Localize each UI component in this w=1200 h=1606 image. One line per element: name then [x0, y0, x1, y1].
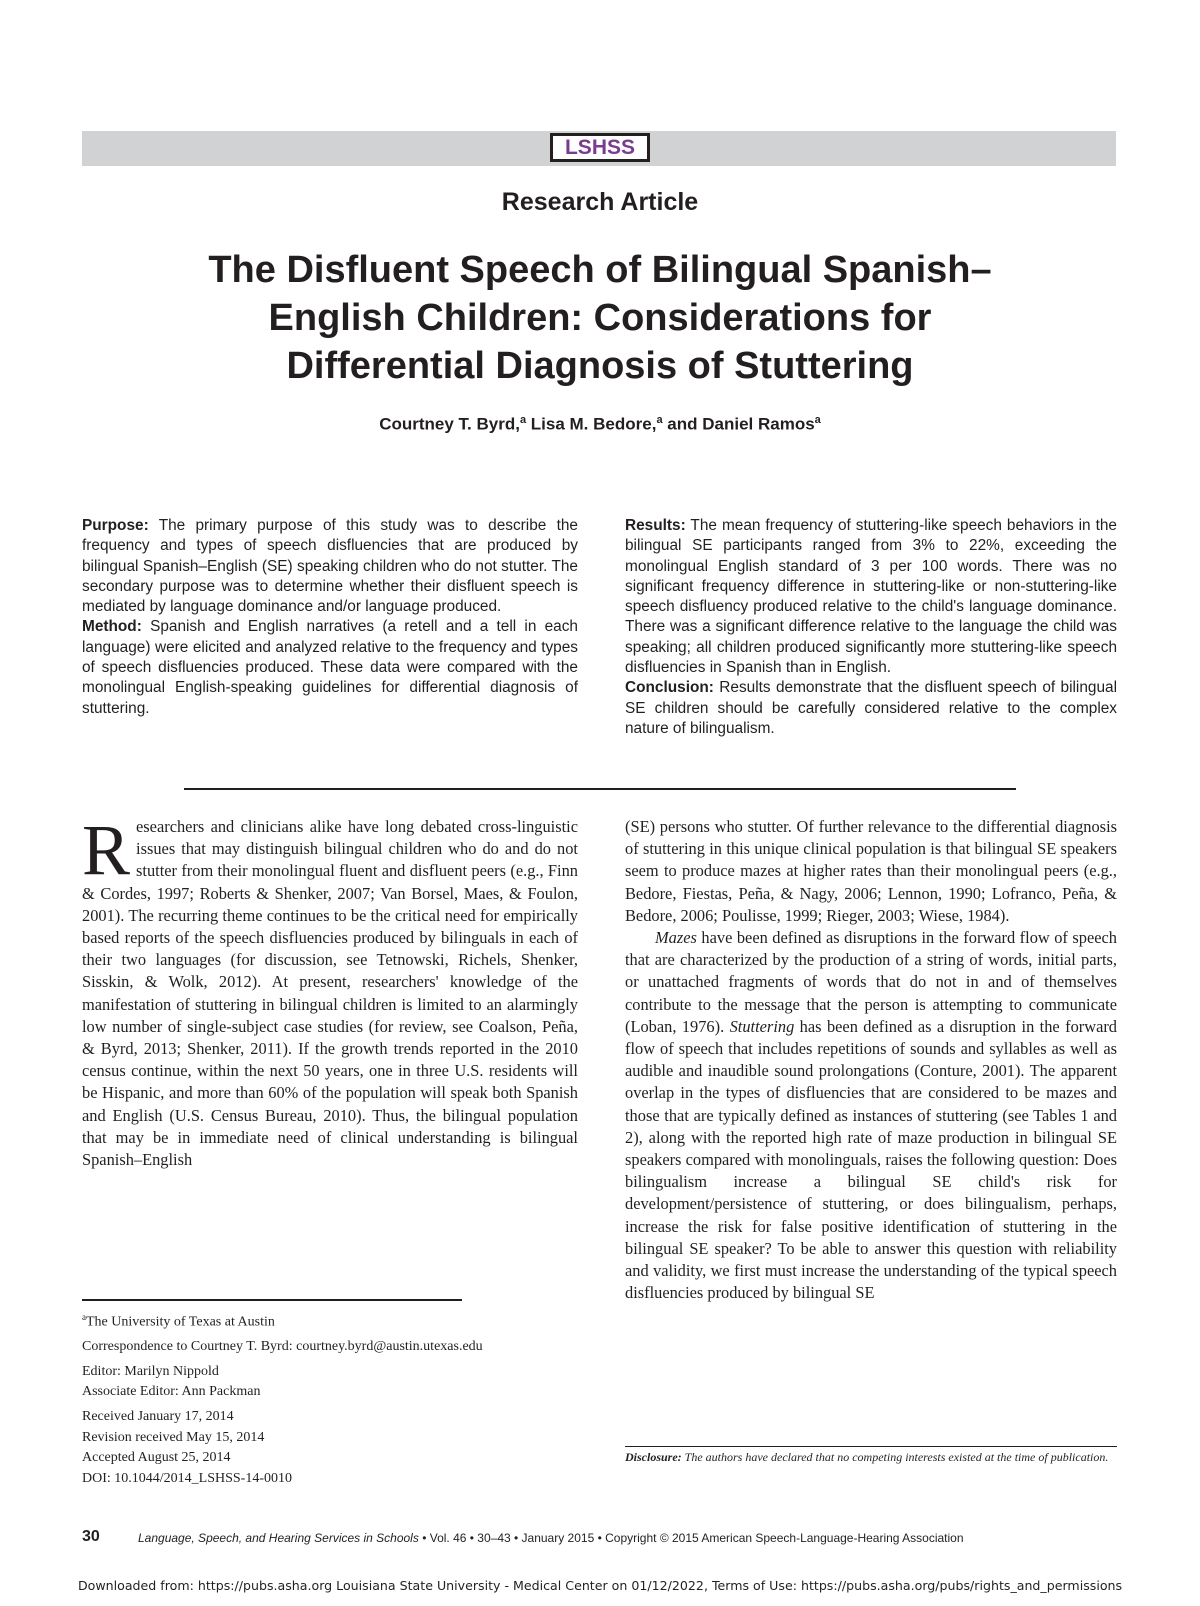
body-text: esearchers and clinicians alike have long debated cross-linguistic issues that may distinguish bilingual children who do and do not stutter from their monolingual fluent and disfluent peers (e.g., Finn & Cordes, 1997; Roberts & Shenker, 2007; Van Borsel, Maes, & Foulon, 2001). The recurring theme continues to be the critical need for empirically based reports of the speech disfluencies produced by bilinguals in each of their two languages (for discussion, see Tetnowski, Richels, Shenker, Sisskin, & Wolk, 2012). At present, researchers' knowledge of the manifestation of stuttering in bilingual children is limited to an alarmingly low number of single-subject case studies (for review, see Coalson, Peña, & Byrd, 2013; Shenker, 2011). If the growth trends reported in the 2010 census continue, within the next 50 years, one in three U.S. residents will be Hispanic, and more than 60% of the population will speak both Spanish and English (U.S. Census Bureau, 2010). Thus, the bilingual population that may be in immediate need of clinical understanding is bilingual Spanish–English	[82, 817, 578, 1170]
purpose-text: The primary purpose of this study was to describe the frequency and types of speech disfluencies that are produced by bilingual Spanish–English (SE) speaking children who do not stutter. The secondary purpose was to determine whether their disfluent speech is mediated by language dominance and/or language produced.	[82, 517, 578, 616]
author-name: Courtney T. Byrd,	[379, 414, 520, 434]
accepted-date: Accepted August 25, 2014	[82, 1450, 231, 1466]
author-affiliation-mark: a	[656, 414, 663, 426]
title-line: The Disfluent Speech of Bilingual Spanish–	[208, 249, 992, 291]
disclosure-label: Disclosure:	[625, 1450, 682, 1464]
author-affiliation-mark: a	[814, 414, 821, 426]
revision-date: Revision received May 15, 2014	[82, 1429, 265, 1445]
body-paragraph	[82, 810, 578, 1171]
correspondence-note: Correspondence to Courtney T. Byrd: courtney.byrd@austin.utexas.edu	[82, 1339, 483, 1355]
body-text: has been defined as a disruption in the forward flow of speech that includes repetitions of sounds and syllables as well as audible and inaudible sound prolongations (Conture, 2001). The apparent overlap in the types of disfluencies that are considered to be mazes and those that are typically defined as instances of stuttering (see Tables 1 and 2), along with the reported high rate of maze production in bilingual SE speakers compared with monolinguals, raises the following question: Does bilingualism increase a bilingual SE child's risk for development/persistence of stuttering, or does bilingualism, perhaps, increase the risk for false positive identification of stuttering in the bilingual SE speaker? To be able to answer this question with reliability and validity, we first must increase the understanding of the typical speech disfluencies produced by bilingual SE	[625, 1016, 1117, 1303]
abstract-left-column	[82, 516, 578, 719]
body-paragraph: (SE) persons who stutter. Of further relevance to the differential diagnosis of stuttering in this unique clinical population is that bilingual SE speakers seem to produce mazes at higher rates than their monolingual peers (e.g., Bedore, Fiestas, Peña, & Nagy, 2006; Lennon, 1990; Lofranco, Peña, & Bedore, 2006; Poulisse, 1999; Rieger, 2003; Wiese, 1984).	[625, 817, 1117, 925]
author-name: and Daniel Ramos	[662, 414, 815, 434]
received-date: Received January 17, 2014	[82, 1409, 234, 1425]
article-type: Research Article	[501, 188, 699, 216]
term-stuttering: Stuttering	[729, 1016, 795, 1036]
disclosure-divider	[625, 1446, 1117, 1447]
abstract-purpose	[82, 516, 578, 617]
disclosure	[625, 1449, 1117, 1466]
abstract-conclusion	[625, 678, 1117, 739]
purpose-label: Purpose:	[82, 517, 149, 534]
article-title	[100, 246, 1100, 390]
running-footer	[138, 1531, 964, 1545]
footnote-divider	[82, 1299, 462, 1301]
abstract-results	[625, 516, 1117, 678]
body-right-column	[625, 816, 1117, 1304]
affiliation-text: The University of Texas at Austin	[86, 1314, 275, 1330]
disclosure-text: The authors have declared that no competing interests existed at the time of publication.	[681, 1450, 1109, 1464]
method-label: Method:	[82, 618, 142, 636]
results-label: Results:	[625, 517, 686, 534]
associate-editor-note: Associate Editor: Ann Packman	[82, 1384, 261, 1400]
author-name: Lisa M. Bedore,	[526, 414, 657, 434]
conclusion-text: Results demonstrate that the disfluent speech of bilingual SE children should be carefully considered relative to the complex nature of bilingualism.	[625, 679, 1117, 737]
author-list	[0, 414, 1200, 435]
footnotes	[82, 1307, 602, 1489]
doi: DOI: 10.1044/2014_LSHSS-14-0010	[82, 1470, 293, 1486]
drop-cap: R	[82, 810, 131, 890]
affiliation-note	[82, 1307, 602, 1333]
issue-info: • Vol. 46 • 30–43 • January 2015 • Copyright © 2015 American Speech-Language-Hearing Association	[418, 1531, 964, 1545]
affiliation-mark: a	[82, 1312, 86, 1322]
body-left-column	[82, 810, 578, 1171]
conclusion-label: Conclusion:	[625, 679, 714, 697]
results-text: The mean frequency of stuttering-like speech behaviors in the bilingual SE participants ranged from 3% to 22%, exceeding the monolingual English standard of 3 per 100 words. There was no significant frequency difference in stuttering-like or non-stuttering-like speech disfluency produced relative to the child's language dominance. There was a significant difference relative to the language the child was speaking; all children produced significantly more stuttering-like speech disfluencies in Spanish than in English.	[625, 517, 1117, 677]
method-text: Spanish and English narratives (a retell and a tell in each language) were elicited and analyzed relative to the frequency and types of speech disfluencies produced. These data were compared with the monolingual English-speaking guidelines for differential diagnosis of stuttering.	[82, 618, 578, 717]
page-number: 30	[82, 1528, 100, 1545]
title-line: Differential Diagnosis of Stuttering	[286, 345, 914, 387]
journal-name: Language, Speech, and Hearing Services in Schools	[138, 1531, 419, 1545]
term-mazes: Mazes	[655, 928, 697, 948]
abstract-method	[82, 617, 578, 718]
abstract-right-column	[625, 516, 1117, 739]
journal-badge: LSHSS	[550, 133, 650, 162]
body-text: have been defined as disruptions in the forward flow of speech that are characterized by the production of a string of words, initial parts, or unattached fragments of words that do not in and of themselves contribute to the message that the person is attempting to communicate (Loban, 1976).	[625, 928, 1117, 1036]
abstract-divider	[184, 788, 1016, 790]
title-line: English Children: Considerations for	[268, 297, 932, 339]
editor-note: Editor: Marilyn Nippold	[82, 1363, 219, 1379]
body-paragraph	[625, 927, 1117, 1304]
author-affiliation-mark: a	[519, 414, 527, 426]
download-notice: Downloaded from: https://pubs.asha.org Louisiana State University - Medical Center on 01/12/2022, Terms of Use: https://pubs.asha.org/pubs/rights_and_permissions	[77, 1578, 1123, 1593]
